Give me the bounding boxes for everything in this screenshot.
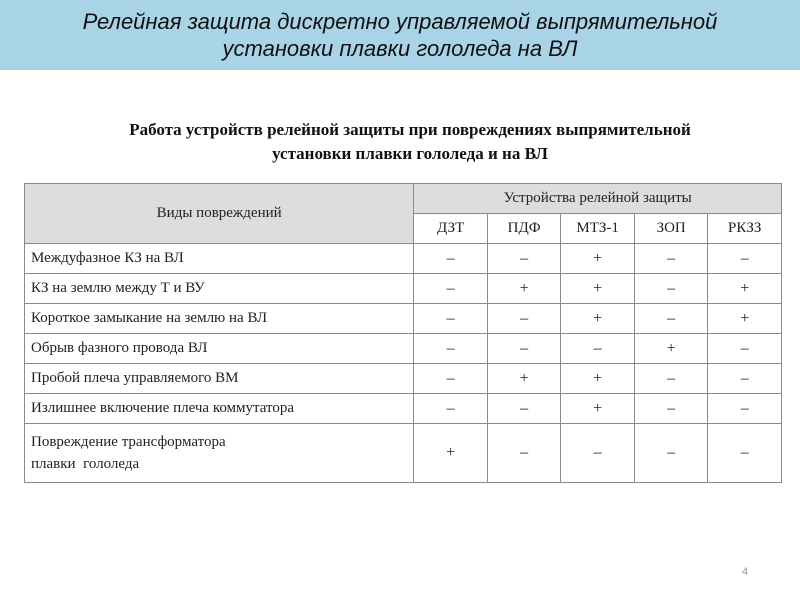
value-cell: – — [414, 304, 488, 334]
value-cell: – — [634, 244, 708, 274]
slide-title-line-1: Релейная защита дискретно управляемой выпрямительной — [82, 9, 718, 34]
value-cell: – — [708, 364, 782, 394]
damage-type-cell: Обрыв фазного провода ВЛ — [25, 334, 414, 364]
value-cell: – — [487, 394, 561, 424]
table-row — [25, 274, 782, 304]
table-row — [25, 424, 782, 483]
value-cell: – — [634, 424, 708, 483]
value-cell: + — [561, 274, 635, 304]
damage-type-cell — [25, 424, 414, 483]
value-cell: + — [561, 394, 635, 424]
value-cell: – — [708, 334, 782, 364]
value-cell: – — [487, 334, 561, 364]
value-cell: – — [414, 364, 488, 394]
damage-type-line-1: Повреждение трансформатора — [31, 434, 226, 450]
value-cell: – — [487, 304, 561, 334]
page-number: 4 — [742, 566, 749, 578]
table-row — [25, 394, 782, 424]
value-cell: + — [708, 304, 782, 334]
damage-type-line-2: плавки гололеда — [31, 456, 140, 472]
value-cell: – — [561, 424, 635, 483]
value-cell: + — [561, 244, 635, 274]
damage-type-cell: КЗ на землю между Т и ВУ — [25, 274, 414, 304]
device-header-zop: ЗОП — [634, 214, 708, 244]
value-cell: – — [708, 244, 782, 274]
device-header-pdf: ПДФ — [487, 214, 561, 244]
table-caption — [20, 118, 800, 166]
value-cell: – — [634, 274, 708, 304]
table-header-row — [25, 184, 782, 214]
table-row — [25, 334, 782, 364]
value-cell: – — [414, 274, 488, 304]
protection-devices-header: Устройства релейной защиты — [414, 184, 782, 214]
value-cell: + — [487, 364, 561, 394]
value-cell: – — [708, 394, 782, 424]
value-cell: + — [487, 274, 561, 304]
damage-type-cell: Междуфазное КЗ на ВЛ — [25, 244, 414, 274]
device-header-rkzz: РКЗЗ — [708, 214, 782, 244]
damage-type-cell: Пробой плеча управляемого ВМ — [25, 364, 414, 394]
protection-table — [24, 183, 782, 483]
value-cell: – — [634, 394, 708, 424]
value-cell: – — [414, 394, 488, 424]
value-cell: – — [708, 424, 782, 483]
value-cell: – — [487, 424, 561, 483]
table-caption-line-2: установки плавки гололеда и на ВЛ — [272, 144, 548, 163]
value-cell: – — [634, 364, 708, 394]
device-header-mtz1: МТЗ-1 — [561, 214, 635, 244]
value-cell: – — [414, 244, 488, 274]
table-row — [25, 244, 782, 274]
value-cell: – — [414, 334, 488, 364]
damage-type-cell: Короткое замыкание на землю на ВЛ — [25, 304, 414, 334]
slide-header — [0, 0, 800, 70]
table-caption-line-1: Работа устройств релейной защиты при повреждениях выпрямительной — [129, 120, 691, 139]
value-cell: + — [414, 424, 488, 483]
value-cell: – — [561, 334, 635, 364]
table-row — [25, 364, 782, 394]
table-row — [25, 304, 782, 334]
damage-type-cell: Излишнее включение плеча коммутатора — [25, 394, 414, 424]
slide-title-line-2: установки плавки гололеда на ВЛ — [222, 36, 578, 61]
value-cell: + — [634, 334, 708, 364]
value-cell: – — [634, 304, 708, 334]
damage-type-header: Виды повреждений — [25, 184, 414, 244]
value-cell: + — [708, 274, 782, 304]
value-cell: – — [487, 244, 561, 274]
value-cell: + — [561, 304, 635, 334]
device-header-dzt: ДЗТ — [414, 214, 488, 244]
value-cell: + — [561, 364, 635, 394]
